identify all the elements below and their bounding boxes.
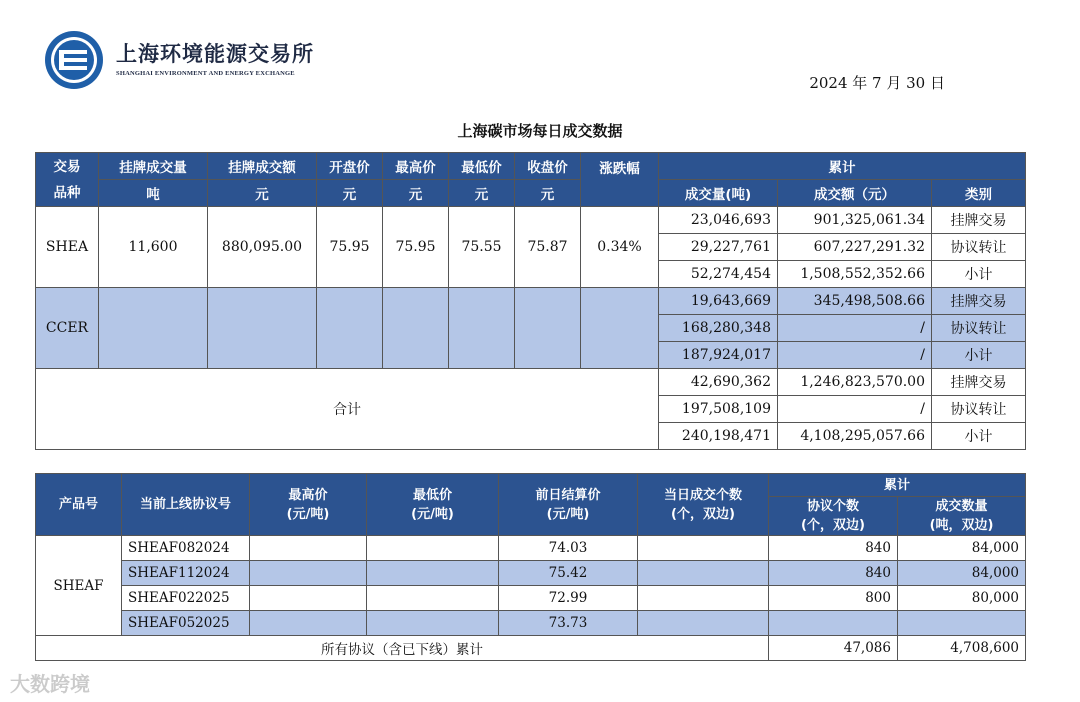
cum-amount: / — [778, 342, 932, 369]
cum-volume: 197,508,109 — [659, 396, 778, 423]
cum-amount: 901,325,061.34 — [778, 207, 932, 234]
contract-high — [250, 586, 367, 611]
table-row — [36, 561, 1026, 586]
header-high-unit: (元/吨) — [286, 506, 330, 522]
contract-high — [250, 611, 367, 636]
contract-today — [638, 611, 769, 636]
contract-count — [769, 611, 898, 636]
daily-trade-table — [35, 152, 1026, 450]
header-high — [250, 474, 367, 536]
ccer-product: CCER — [36, 288, 99, 369]
cum-amount: 1,508,552,352.66 — [778, 261, 932, 288]
shea-open: 75.95 — [317, 207, 383, 288]
footer-label: 所有协议（含已下线）累计 — [36, 636, 769, 661]
contract-id: SHEAF112024 — [122, 561, 250, 586]
contract-today — [638, 561, 769, 586]
cum-type: 挂牌交易 — [932, 207, 1026, 234]
contract-low — [367, 611, 499, 636]
cum-volume: 19,643,669 — [659, 288, 778, 315]
exchange-logo-icon — [44, 30, 104, 90]
header-low — [367, 474, 499, 536]
cum-amount: / — [778, 396, 932, 423]
shea-listed-volume: 11,600 — [99, 207, 208, 288]
cum-type: 协议转让 — [932, 234, 1026, 261]
header-settle-label: 前日结算价 — [535, 487, 601, 503]
table-header-row — [36, 153, 1026, 180]
unit-open: 元 — [317, 180, 383, 207]
total-label: 合计 — [36, 369, 659, 450]
shea-change: 0.34% — [581, 207, 659, 288]
org-name-en: SHANGHAI ENVIRONMENT AND ENERGY EXCHANGE — [116, 70, 295, 77]
ccer-empty-cell — [449, 288, 515, 369]
header-cum-qty — [898, 497, 1026, 536]
contract-id: SHEAF022025 — [122, 586, 250, 611]
cum-type: 小计 — [932, 423, 1026, 450]
contract-count: 840 — [769, 536, 898, 561]
shea-high: 75.95 — [383, 207, 449, 288]
table-row — [36, 611, 1026, 636]
header-listed-volume: 挂牌成交量 — [99, 153, 208, 180]
contract-count: 800 — [769, 586, 898, 611]
forward-contract-table — [35, 473, 1026, 661]
header-high-label: 最高价 — [288, 487, 328, 503]
header-cum-qty-unit: (吨，双边) — [929, 518, 994, 533]
header-close: 收盘价 — [515, 153, 581, 180]
header-cum-count — [769, 497, 898, 536]
cum-volume: 29,227,761 — [659, 234, 778, 261]
header-high: 最高价 — [383, 153, 449, 180]
header-cum-type: 类别 — [932, 180, 1026, 207]
ccer-empty-cell — [208, 288, 317, 369]
contract-qty — [898, 611, 1026, 636]
ccer-empty-cell — [99, 288, 208, 369]
watermark: 大数跨境 — [10, 672, 90, 696]
header-today-unit: (个，双边) — [671, 506, 735, 522]
unit-low: 元 — [449, 180, 515, 207]
cum-type: 协议转让 — [932, 396, 1026, 423]
cum-type: 小计 — [932, 261, 1026, 288]
contract-low — [367, 561, 499, 586]
contract-qty: 80,000 — [898, 586, 1026, 611]
page-title: 上海碳市场每日成交数据 — [457, 122, 623, 140]
ccer-empty-cell — [581, 288, 659, 369]
header-low-unit: (元/吨) — [411, 506, 454, 522]
contract-settle: 74.03 — [499, 536, 638, 561]
table-row — [36, 536, 1026, 561]
header-today-label: 当日成交个数 — [663, 487, 742, 503]
table-row — [36, 369, 1026, 396]
header-cum-volume: 成交量(吨) — [659, 180, 778, 207]
contract-qty: 84,000 — [898, 561, 1026, 586]
header-open: 开盘价 — [317, 153, 383, 180]
contract-today — [638, 536, 769, 561]
contract-id: SHEAF082024 — [122, 536, 250, 561]
table-subheader-row — [36, 180, 1026, 207]
header-product: 交易品种 — [53, 158, 81, 201]
footer-qty: 4,708,600 — [898, 636, 1026, 661]
contract-settle: 72.99 — [499, 586, 638, 611]
contract-low — [367, 536, 499, 561]
unit-close: 元 — [515, 180, 581, 207]
contract-high — [250, 536, 367, 561]
header-settle — [499, 474, 638, 536]
unit-listed-volume: 吨 — [99, 180, 208, 207]
table-footer-row — [36, 636, 1026, 661]
contract-settle: 73.73 — [499, 611, 638, 636]
unit-listed-amount: 元 — [208, 180, 317, 207]
header-cum-count-label: 协议个数 — [806, 499, 859, 514]
ccer-empty-cell — [515, 288, 581, 369]
cum-volume: 52,274,454 — [659, 261, 778, 288]
contract-low — [367, 586, 499, 611]
shea-product: SHEA — [36, 207, 99, 288]
header-listed-amount: 挂牌成交额 — [208, 153, 317, 180]
cum-type: 挂牌交易 — [932, 369, 1026, 396]
table-row — [36, 586, 1026, 611]
sheaf-product: SHEAF — [36, 536, 122, 636]
header-product-no: 产品号 — [36, 474, 122, 536]
contract-today — [638, 586, 769, 611]
cum-type: 协议转让 — [932, 315, 1026, 342]
header-settle-unit: (元/吨) — [546, 506, 590, 522]
table-header-row — [36, 474, 1026, 497]
unit-high: 元 — [383, 180, 449, 207]
cum-type: 挂牌交易 — [932, 288, 1026, 315]
cum-amount: / — [778, 315, 932, 342]
cum-amount: 1,246,823,570.00 — [778, 369, 932, 396]
header-today — [638, 474, 769, 536]
shea-listed-amount: 880,095.00 — [208, 207, 317, 288]
cum-volume: 42,690,362 — [659, 369, 778, 396]
header-cumulative: 累计 — [769, 474, 1026, 497]
cum-volume: 187,924,017 — [659, 342, 778, 369]
ccer-empty-cell — [317, 288, 383, 369]
contract-id: SHEAF052025 — [122, 611, 250, 636]
contract-qty: 84,000 — [898, 536, 1026, 561]
cum-type: 小计 — [932, 342, 1026, 369]
contract-count: 840 — [769, 561, 898, 586]
cum-volume: 240,198,471 — [659, 423, 778, 450]
header-change: 涨跌幅 — [581, 153, 659, 207]
contract-high — [250, 561, 367, 586]
cum-volume: 23,046,693 — [659, 207, 778, 234]
header-contract: 当前上线协议号 — [122, 474, 250, 536]
footer-count: 47,086 — [769, 636, 898, 661]
header-low-label: 最低价 — [412, 487, 452, 503]
header-cum-amount: 成交额（元） — [778, 180, 932, 207]
ccer-empty-cell — [383, 288, 449, 369]
table-row — [36, 288, 1026, 315]
header-cum-qty-label: 成交数量 — [935, 499, 988, 514]
shea-close: 75.87 — [515, 207, 581, 288]
org-name-cn: 上海环境能源交易所 — [116, 42, 314, 66]
header-cumulative: 累计 — [659, 153, 1026, 180]
header-cum-count-unit: (个，双边) — [801, 518, 865, 533]
contract-settle: 75.42 — [499, 561, 638, 586]
cum-amount: 345,498,508.66 — [778, 288, 932, 315]
cum-volume: 168,280,348 — [659, 315, 778, 342]
cum-amount: 4,108,295,057.66 — [778, 423, 932, 450]
header-low: 最低价 — [449, 153, 515, 180]
page-header — [40, 28, 1040, 98]
table-row — [36, 207, 1026, 234]
shea-low: 75.55 — [449, 207, 515, 288]
cum-amount: 607,227,291.32 — [778, 234, 932, 261]
report-date: 2024 年 7 月 30 日 — [809, 74, 945, 92]
